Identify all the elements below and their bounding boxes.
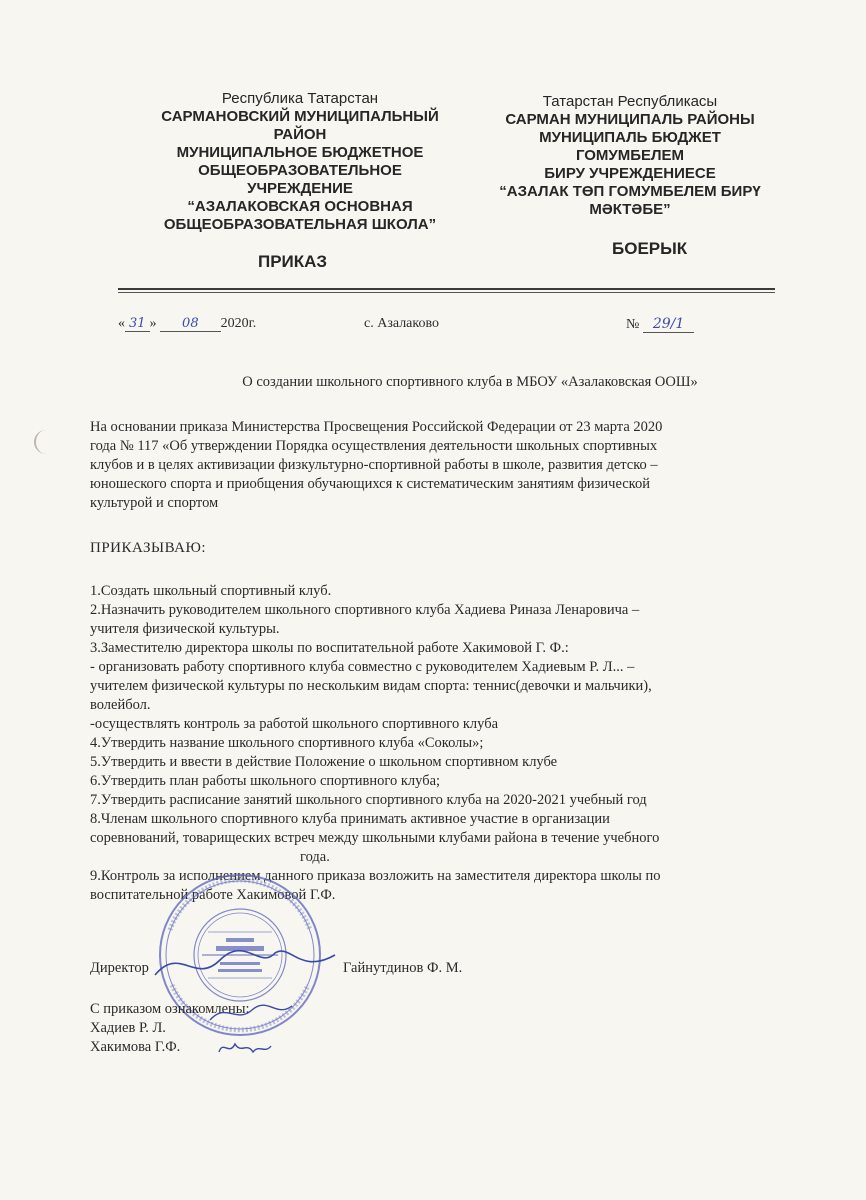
header-right-org-2: БИРУ УЧРЕЖДЕНИЕСЕ — [544, 165, 716, 182]
intro-paragraph — [90, 418, 780, 513]
order-verb: ПРИКАЗЫВАЮ: — [90, 540, 207, 556]
header-right-school-2: МӘКТӘБЕ” — [589, 201, 671, 218]
order-item: 2.Назначить руководителем школьного спортивного клуба Хадиева Риназа Ленаровича – — [90, 602, 640, 618]
ack-heading: С приказом ознакомлены: — [90, 1001, 250, 1017]
hadiev-signature — [206, 998, 296, 1028]
order-item: года. — [300, 849, 330, 865]
doc-type-ru: ПРИКАЗ — [258, 252, 328, 271]
order-item: 9.Контроль за исполнением данного приказа возложить на заместителя директора школы по — [90, 868, 661, 884]
ack-person: Хакимова Г.Ф. — [90, 1039, 181, 1055]
order-date — [118, 316, 256, 332]
order-item: учителя физической культуры. — [90, 621, 280, 637]
header-right — [490, 93, 770, 219]
order-item: учителем физической культуры по нескольким видам спорта: теннис(девочки и мальчики), — [90, 678, 652, 694]
doc-type-tt: БОЕРЫК — [612, 239, 688, 258]
header-right-org-1: МУНИЦИПАЛЬ БЮДЖЕТ ГОМУМБЕЛЕМ — [539, 129, 721, 164]
header-left-republic: Республика Татарстан — [221, 90, 379, 107]
header-left — [120, 90, 480, 234]
date-day: 31 — [125, 316, 150, 332]
punch-hole-mark — [34, 430, 50, 454]
header-divider — [118, 288, 775, 290]
number-value: 29/1 — [643, 316, 694, 333]
intro-line: года № 117 «Об утверждении Порядка осуществления деятельности школьных спортивных — [90, 438, 658, 454]
order-item: 6.Утвердить план работы школьного спортивного клуба; — [90, 773, 441, 789]
header-left-district-2: РАЙОН — [273, 126, 327, 143]
intro-line: клубов и в целях активизации физкультурно-спортивной работы в школе, развития детско – — [90, 457, 658, 473]
order-item: 8.Членам школьного спортивного клуба принимать активное участие в организации — [90, 811, 610, 827]
director-signature — [150, 935, 340, 995]
date-quote-open: « — [118, 316, 125, 331]
order-item: 4.Утвердить название школьного спортивного клуба «Соколы»; — [90, 735, 484, 751]
header-left-school-1: “АЗАЛАКОВСКАЯ ОСНОВНАЯ — [187, 198, 413, 215]
header-left-org-2: ОБЩЕОБРАЗОВАТЕЛЬНОЕ — [198, 162, 402, 179]
signer-title: Директор — [90, 960, 149, 976]
date-year: 2020г. — [220, 316, 257, 331]
header-left-school-2: ОБЩЕОБРАЗОВАТЕЛЬНАЯ ШКОЛА” — [163, 216, 437, 233]
header-left-org-3: УЧРЕЖДЕНИЕ — [247, 180, 353, 197]
order-item: 7.Утвердить расписание занятий школьного спортивного клуба на 2020-2021 учебный год — [90, 792, 647, 808]
hakimova-signature — [215, 1036, 275, 1060]
header-left-org-1: МУНИЦИПАЛЬНОЕ БЮДЖЕТНОЕ — [176, 144, 424, 161]
order-item: -осуществлять контроль за работой школьного спортивного клуба — [90, 716, 499, 732]
order-subject: О создании школьного спортивного клуба в МБОУ «Азалаковская ООШ» — [242, 374, 698, 390]
date-quote-close: » — [149, 316, 157, 331]
intro-line: юношеского спорта и приобщения обучающихся к систематическим занятиям физической — [90, 476, 650, 492]
order-item: 5.Утвердить и ввести в действие Положение о школьном спортивном клубе — [90, 754, 558, 770]
order-place: с. Азалаково — [364, 316, 439, 331]
order-item: - организовать работу спортивного клуба совместно с руководителем Хадиевым Р. Л... – — [90, 659, 635, 675]
intro-line: На основании приказа Министерства Просвещения Российской Федерации от 23 марта 2020 — [90, 419, 663, 435]
order-item: 3.Заместителю директора школы по воспитательной работе Хакимовой Г. Ф.: — [90, 640, 569, 656]
header-right-republic: Татарстан Республикасы — [542, 93, 718, 110]
order-item: волейбол. — [90, 697, 151, 713]
order-item: соревнований, товарищеских встреч между школьными клубами района в течение учебного — [90, 830, 660, 846]
order-items — [90, 582, 785, 905]
signer-name: Гайнутдинов Ф. М. — [343, 960, 463, 976]
order-number — [626, 316, 694, 333]
ack-person: Хадиев Р. Л. — [90, 1020, 166, 1036]
order-item: 1.Создать школьный спортивный клуб. — [90, 583, 332, 599]
intro-line: культурой и спортом — [90, 495, 219, 511]
order-item: воспитательной работе Хакимовой Г.Ф. — [90, 887, 336, 903]
number-label: № — [626, 317, 640, 332]
header-right-district: САРМАН МУНИЦИПАЛЬ РАЙОНЫ — [505, 111, 755, 128]
header-left-district: САРМАНОВСКИЙ МУНИЦИПАЛЬНЫЙ — [161, 108, 439, 125]
header-right-school-1: “АЗАЛАК ТӨП ГОМУМБЕЛЕМ БИРҮ — [499, 183, 761, 200]
date-month: 08 — [160, 316, 221, 332]
header-divider-2 — [118, 292, 775, 293]
